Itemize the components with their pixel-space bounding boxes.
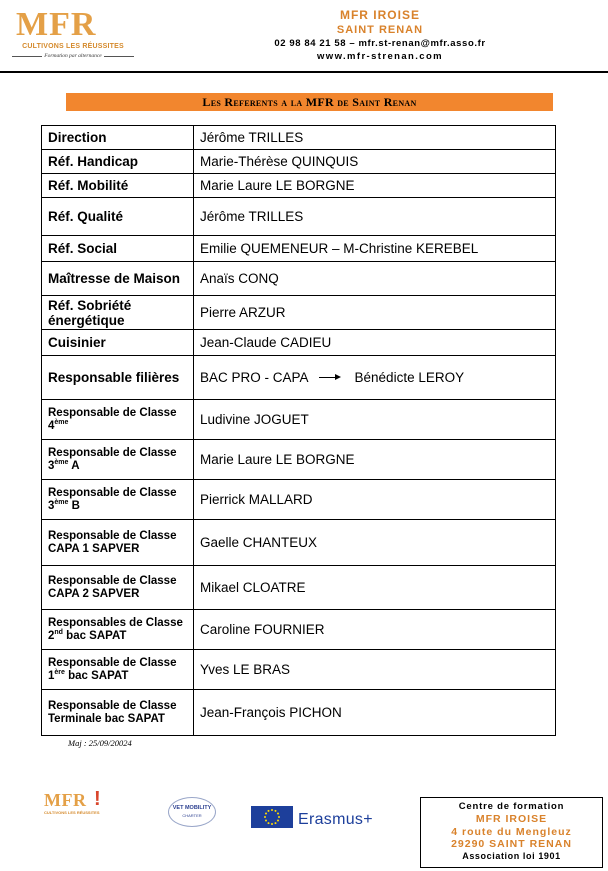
footer-logo-wordmark: MFR xyxy=(44,790,87,810)
logo-tagline: CULTIVONS LES RÉUSSITES xyxy=(22,43,124,50)
person-cell: Marie Laure LE BORGNE xyxy=(194,174,556,198)
person-cell: Caroline FOURNIER xyxy=(194,610,556,650)
table-row xyxy=(42,262,556,296)
referents-table xyxy=(41,125,556,736)
table-row xyxy=(42,480,556,520)
header-divider xyxy=(0,71,608,73)
person-cell: Marie Laure LE BORGNE xyxy=(194,440,556,480)
table-row xyxy=(42,126,556,150)
role-cell: Réf. Sobriété énergétique xyxy=(42,296,194,330)
role-cell: Responsable de Classe 3ème A xyxy=(42,440,194,480)
mfr-logo xyxy=(10,6,135,59)
document-title-bar xyxy=(66,93,553,111)
role-cell: Responsables de Classe 2nd bac SAPAT xyxy=(42,610,194,650)
document-title: Les Referents a la MFR de Saint Renan xyxy=(202,95,417,109)
table-row xyxy=(42,330,556,356)
logo-subline xyxy=(12,53,134,59)
table-row xyxy=(42,198,556,236)
role-cell: Direction xyxy=(42,126,194,150)
table-row xyxy=(42,174,556,198)
role-cell: Responsable filières xyxy=(42,356,194,400)
vet-mobility-charter-logo xyxy=(168,797,216,827)
role-cell: Responsable de Classe 3ème B xyxy=(42,480,194,520)
person-cell xyxy=(194,356,556,400)
role-cell: Réf. Qualité xyxy=(42,198,194,236)
person-cell: Jean-François PICHON xyxy=(194,690,556,736)
person-cell: Marie-Thérèse QUINQUIS xyxy=(194,150,556,174)
table-row xyxy=(42,236,556,262)
address-city: 29290 SAINT RENAN xyxy=(451,838,572,850)
vet-logo-ring xyxy=(168,797,216,827)
address-heading: Centre de formation xyxy=(458,801,565,812)
person-cell: Mikael CLOATRE xyxy=(194,566,556,610)
address-street: 4 route du Mengleuz xyxy=(451,826,572,838)
table-row xyxy=(42,566,556,610)
person-cell: Anaïs CONQ xyxy=(194,262,556,296)
role-cell: Responsable de Classe CAPA 2 SAPVER xyxy=(42,566,194,610)
logo-wordmark: MFR xyxy=(16,6,97,43)
role-cell: Maîtresse de Maison xyxy=(42,262,194,296)
address-legal-status: Association loi 1901 xyxy=(462,851,561,861)
org-name: MFR IROISE xyxy=(339,8,420,22)
filiere-person: Bénédicte LEROY xyxy=(354,370,465,385)
person-cell: Jérôme TRILLES xyxy=(194,198,556,236)
person-cell: Jérôme TRILLES xyxy=(194,126,556,150)
table-row xyxy=(42,650,556,690)
role-cell: Cuisinier xyxy=(42,330,194,356)
logo-rule-left xyxy=(12,56,42,57)
person-cell: Pierrick MALLARD xyxy=(194,480,556,520)
table-row xyxy=(42,400,556,440)
person-cell: Gaelle CHANTEUX xyxy=(194,520,556,566)
org-website: www.mfr-strenan.com xyxy=(316,51,444,62)
person-cell: Emilie QUEMENEUR – M-Christine KEREBEL xyxy=(194,236,556,262)
footer-logo-tagline: CULTIVONS LES RÉUSSITES xyxy=(44,810,100,815)
eu-flag-icon xyxy=(251,806,293,828)
role-cell: Réf. Social xyxy=(42,236,194,262)
erasmus-plus-wordmark: Erasmus+ xyxy=(298,811,373,828)
eu-stars-icon xyxy=(251,806,293,828)
role-cell: Responsable de Classe CAPA 1 SAPVER xyxy=(42,520,194,566)
role-cell: Responsable de Classe Terminale bac SAPAT xyxy=(42,690,194,736)
table-row xyxy=(42,296,556,330)
person-cell: Yves LE BRAS xyxy=(194,650,556,690)
table-row xyxy=(42,356,556,400)
logo-rule-right xyxy=(104,56,134,57)
logo-subtagline: Formation par alternance xyxy=(44,53,102,59)
role-cell: Responsable de Classe 1ère bac SAPAT xyxy=(42,650,194,690)
arrow-right-icon xyxy=(319,373,341,383)
org-contact: 02 98 84 21 58 – mfr.st-renan@mfr.asso.fr xyxy=(274,38,486,49)
person-cell: Ludivine JOGUET xyxy=(194,400,556,440)
vet-logo-subtitle: CHARTER xyxy=(182,813,202,818)
exclamation-icon: ! xyxy=(94,788,101,810)
address-org: MFR IROISE xyxy=(475,813,548,825)
role-cell: Réf. Handicap xyxy=(42,150,194,174)
role-cell: Responsable de Classe 4ème xyxy=(42,400,194,440)
vet-logo-title: VET MOBILITY xyxy=(172,805,212,811)
table-row xyxy=(42,690,556,736)
table-row xyxy=(42,440,556,480)
update-date-note: Maj : 25/09/20024 xyxy=(68,738,132,748)
person-cell: Pierre ARZUR xyxy=(194,296,556,330)
person-cell: Jean-Claude CADIEU xyxy=(194,330,556,356)
footer-mfr-logo xyxy=(44,790,104,822)
table-row xyxy=(42,150,556,174)
role-cell: Réf. Mobilité xyxy=(42,174,194,198)
org-city: SAINT RENAN xyxy=(336,24,424,36)
table-row xyxy=(42,610,556,650)
filiere-label: BAC PRO - CAPA xyxy=(200,370,309,385)
address-box xyxy=(420,797,603,868)
table-row xyxy=(42,520,556,566)
